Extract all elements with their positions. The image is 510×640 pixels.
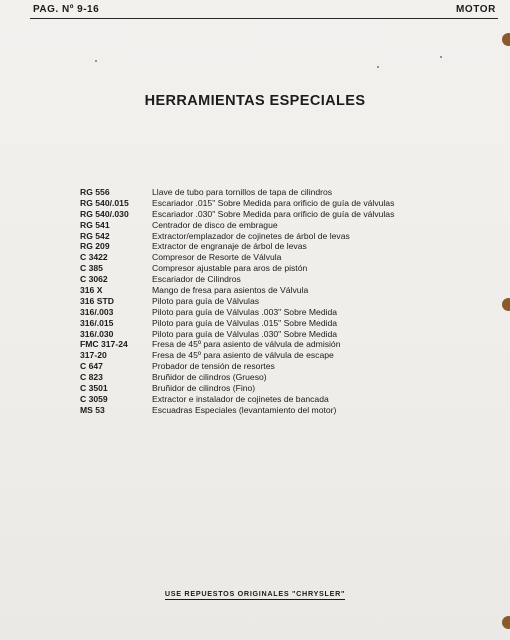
tool-row <box>80 372 505 383</box>
tool-row <box>80 383 505 394</box>
tool-description: Centrador de disco de embrague <box>152 219 278 230</box>
tool-description: Escariador .030" Sobre Medida para orificio de guía de válvulas <box>152 208 395 219</box>
tool-row <box>80 220 505 231</box>
tool-row <box>80 198 505 209</box>
tool-description: Compresor ajustable para aros de pistón <box>152 263 308 274</box>
tool-row <box>80 241 505 252</box>
tool-description: Bruñidor de cilindros (Fino) <box>152 383 256 394</box>
tool-code: RG 541 <box>80 219 110 230</box>
tool-description: Piloto para guía de Válvulas .003" Sobre Medida <box>152 306 338 317</box>
tool-row <box>80 307 505 318</box>
paper-speck <box>95 60 97 62</box>
page-number: PAG. Nº 9-16 <box>33 4 100 15</box>
tool-description: Probador de tensión de resortes <box>152 361 275 372</box>
tool-code: RG 540/.030 <box>80 208 129 219</box>
tool-code: 316/.015 <box>80 317 114 328</box>
tool-row <box>80 285 505 296</box>
tool-code: C 385 <box>80 263 103 274</box>
tool-list <box>80 187 505 416</box>
tool-code: RG 209 <box>80 241 110 252</box>
tool-row <box>80 405 505 416</box>
tool-description: Bruñidor de cilindros (Grueso) <box>152 372 267 383</box>
footer-note <box>0 589 510 598</box>
tool-description: Compresor de Resorte de Válvula <box>152 252 282 263</box>
paper-speck <box>440 56 442 58</box>
tool-row <box>80 263 505 274</box>
tool-code: C 3422 <box>80 252 108 263</box>
tool-row <box>80 209 505 220</box>
tool-code: RG 556 <box>80 187 110 197</box>
tool-description: Piloto para guía de Válvulas .030" Sobre Medida <box>152 328 338 339</box>
tool-row <box>80 231 505 242</box>
tool-row <box>80 329 505 340</box>
tool-code: 316/.030 <box>80 328 114 339</box>
tool-code: FMC 317-24 <box>80 339 128 350</box>
tool-row <box>80 274 505 285</box>
tool-row <box>80 252 505 263</box>
tool-description: Piloto para guía de Válvulas .015" Sobre Medida <box>152 317 338 328</box>
section-name: MOTOR <box>455 4 496 15</box>
tool-code: 316/.003 <box>80 306 114 317</box>
header-rule <box>30 18 498 19</box>
tool-code: RG 540/.015 <box>80 197 129 208</box>
tool-row <box>80 394 505 405</box>
tool-code: 316 STD <box>80 295 114 306</box>
tool-description: Extractor/emplazador de cojinetes de árbol de levas <box>152 230 350 241</box>
tool-description: Escariador .015" Sobre Medida para orificio de guía de válvulas <box>152 197 395 208</box>
tool-description: Piloto para guía de Válvulas <box>152 295 260 306</box>
tool-code: RG 542 <box>80 230 110 241</box>
punch-hole-bottom <box>502 616 510 629</box>
tool-row <box>80 350 505 361</box>
tool-description: Escuadras Especiales (levantamiento del motor) <box>152 404 337 415</box>
tool-description: Fresa de 45º para asiento de válvula de admisión <box>152 339 341 350</box>
tool-code: C 823 <box>80 372 103 383</box>
tool-code: MS 53 <box>80 404 105 415</box>
tool-code: C 3059 <box>80 393 108 404</box>
paper-speck <box>377 66 379 68</box>
punch-hole-top <box>502 33 510 46</box>
tool-row <box>80 339 505 350</box>
tool-row <box>80 296 505 307</box>
tool-description: Llave de tubo para tornillos de tapa de cilindros <box>152 187 333 197</box>
tool-code: C 3501 <box>80 383 108 394</box>
tool-row <box>80 361 505 372</box>
tool-code: C 647 <box>80 361 103 372</box>
tool-code: C 3062 <box>80 274 108 285</box>
tool-description: Fresa de 45º para asiento de válvula de escape <box>152 350 334 361</box>
tool-description: Escariador de Cilindros <box>152 274 241 285</box>
tool-description: Extractor de engranaje de árbol de levas <box>152 241 307 252</box>
tool-code: 317-20 <box>80 350 107 361</box>
tool-code: 316 X <box>80 285 103 296</box>
page-title: HERRAMIENTAS ESPECIALES <box>144 93 366 109</box>
footer-text: USE REPUESTOS ORIGINALES "CHRYSLER" <box>164 589 346 598</box>
tool-row <box>80 187 505 198</box>
tool-description: Extractor e instalador de cojinetes de bancada <box>152 393 329 404</box>
tool-description: Mango de fresa para asientos de Válvula <box>152 285 309 296</box>
punch-hole-middle <box>502 298 510 311</box>
tool-row <box>80 318 505 329</box>
